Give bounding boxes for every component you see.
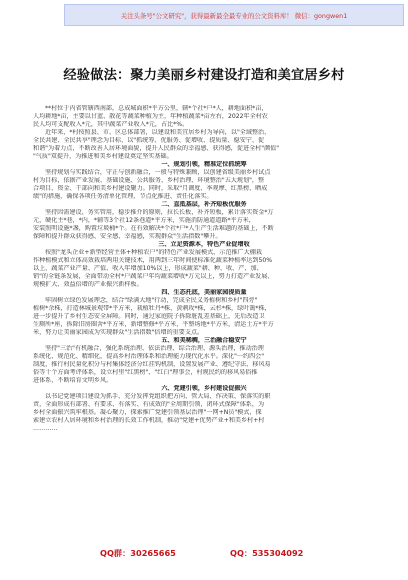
section-heading: 五、和美稀稠，三治融合稳安宁 xyxy=(161,337,247,344)
body-line: 村为目标，依据产业发展、基础设施、公共服务、乡村治理、环境整治"五大规划"，整 xyxy=(33,177,265,184)
body-line: 民人均可支配收入*元，其中蔬菜产业收入*元，占比*%。 xyxy=(33,121,189,128)
footer xyxy=(0,548,408,566)
body-line: 作种植模式和立体高效栽培两用关键技术，用两到三年时间使标准化蔬菜种植率达到50% xyxy=(33,257,273,264)
banner-text: 关注头条号"公文研究"，获得最新最全最专业的公文资料库！ 微信：gongwen1 xyxy=(120,11,348,20)
body-line: 绩"的措施，确保各项任务清单化管理、节点化推进、责任化落实。 xyxy=(33,193,213,200)
body-line: 人均耕地*亩，主要以甘蓝、散花等蔬菜种植为主，年种植蔬菜*亩左右，2022年全村农 xyxy=(33,113,268,120)
body-line: 制度，推行村民量化积分与村集体经济分红挂钩机制，设置发展产业、遵纪守法、移风易 xyxy=(33,361,271,368)
body-line: 规模扩大、效益倍增的产业振兴新样板。 xyxy=(33,281,143,288)
body-line: ………… xyxy=(33,425,58,432)
article-body xyxy=(33,105,375,535)
section-heading: 四、生态托底，美丽家园提质量 xyxy=(161,289,247,296)
body-line: 生厕所*座，拆除旧房圈舍*平方米，新增整修*平方米，平整场地*平方米，清运土方*平方 xyxy=(33,321,274,328)
body-line: 系统化、规范化、精细化，提高乡村治理体系和治理能力现代化水平。深化"一约四会" xyxy=(33,353,265,360)
top-banner xyxy=(64,4,404,26)
body-line: 全民共建、全民共享"理念为目标，以"抓统筹、优服务、促增收、提质量、稳安宁、促 xyxy=(33,137,265,144)
body-line: 近年来，*村按照县、市、区总体部署，以建设和美宜居乡村为导向，以"全域整治、 xyxy=(45,129,271,136)
body-line: 进一步提升了乡村生态安全屏障。同时，通过家庭院子拆除脏乱差基础上，先后改造卫 xyxy=(33,313,265,320)
body-line: 销"的全链条发展，全面带动全村*户蔬菜户年均蔬菜增收*万元以上，努力打造产业发展、 xyxy=(33,273,274,280)
body-line: 以上，蔬菜产业产量、产值、收入年增加10%以上，形成蔬菜"耕、种、收、产、加、 xyxy=(33,265,263,272)
qq-number: QQ：535304092 xyxy=(230,548,304,558)
body-line: **村位于内省管辖西南部，总成城面积*平方公里，辖*个社*户*人，耕地面积*亩， xyxy=(45,105,268,112)
body-line: 和谐"为着力点，不断改善人居环境面貌，提升人民群众的幸福感、获得感，促进全村"颜值" xyxy=(33,145,280,152)
page-title: 经验做法：聚力美丽乡村建设打造和美宜居乡村 xyxy=(63,68,345,83)
body-line: 安装照明设施*盏，购置垃圾桶*个。在有效解决*个社*户*人生产生活难题的基础上，不断 xyxy=(33,225,274,232)
section-heading: 六、党建引领，乡村建设促振兴 xyxy=(161,385,247,392)
body-line: 进体系，不断培育文明乡风。 xyxy=(33,377,113,384)
section-heading: 三、立足资源本，特色产业促增收 xyxy=(158,241,250,248)
body-line: 植树*余株，打造林城景观带*平方米，栽植牡丹*株，黄刺玫*株，云杉*株，绿叶篱*株， xyxy=(33,305,271,312)
body-line: 元，硬化主*巷，*内，*辅等3个社12条巷道*平方米，实施消防通道道路*平方米， xyxy=(33,217,255,224)
body-line: 合项目、资金、干部向和美乡村建设聚力。同时，采取"月调度、季观摩、红黑榜、晒成 xyxy=(33,185,268,192)
body-line: 保障和提升群众获得感、安全感、幸福感，实现群众"生活指数"攀升。 xyxy=(33,233,222,240)
body-line: 牢固树立绿色发展理念，结合"绿满大地"行动，完成全民义务植树和乡村"四旁" xyxy=(45,297,258,304)
body-line: 米，努力让美丽家园成为实现群众"生活指数"倍增的重要支点。 xyxy=(33,329,204,336)
body-line: 责，全面形成有部署、有要求、有落实、有成效的"全周期引领，闭环式保障"体系，为 xyxy=(33,401,265,408)
body-line: 坚持规划与实践结合，守正与创新融合，一般与特殊兼顾，以创建省级美丽乡村试点 xyxy=(45,169,271,176)
body-line: 索建立农村人居环境和乡村治理的长效工作机制，推动"党建+优势产业+和美乡村+村 xyxy=(33,417,265,424)
body-line: 以书记党建项目建设为抓手，充分发挥党组织把方向、管大局、作决策、保落实的职 xyxy=(45,393,271,400)
body-line: 坚持因需建设、务实管用，稳步推介的原则，拉长长板，补齐短板，累计落实资金*万 xyxy=(45,209,274,216)
body-line: 俗等十个方面考评体系，设立村里"红黑榜"、"红白"理事会，村规民约的移风易俗推 xyxy=(33,369,258,376)
qq-group-number: QQ群：30265665 xyxy=(100,548,176,558)
section-heading: 一、规划引领，精准定位抓统筹 xyxy=(161,161,247,168)
body-line: 乡村全面振兴筑牢根基。凝心聚力，探索推广党建引领基层治理"一网+N员"模式，探 xyxy=(33,409,262,416)
body-line: 按照"龙头企业+新型经营主体+种植农户"的特色产业发展模式，示范推广大棚栽 xyxy=(45,249,262,256)
body-line: 坚持"三治"有机融合，强化系统治理、依法治理、综合治理、源头治理，推动治理 xyxy=(45,345,264,352)
section-heading: 二、直抵基层，补齐短板优服务 xyxy=(161,201,247,208)
body-line: "气质"双提升，为推进和美乡村建设奠定坚实基础。 xyxy=(33,153,173,160)
